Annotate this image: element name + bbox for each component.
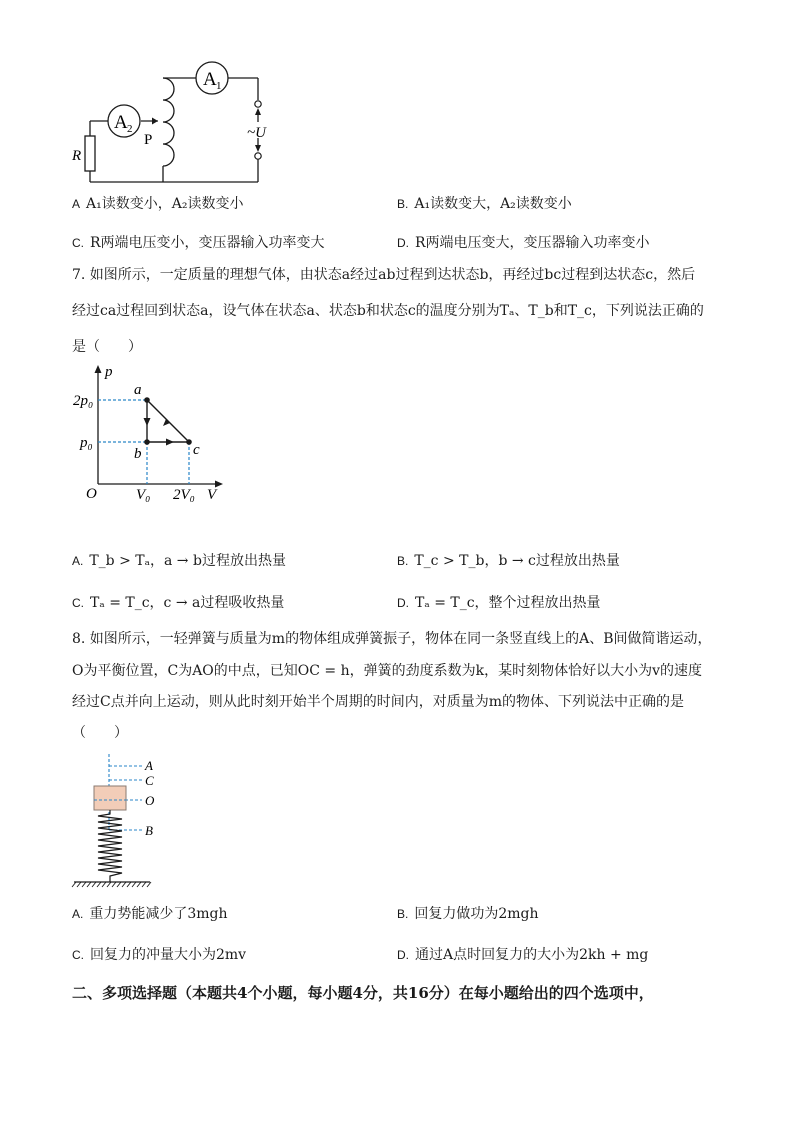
label-b: B [145, 823, 153, 838]
q7-option-b[interactable] [397, 551, 620, 571]
y-axis-label: p [105, 364, 113, 380]
q8-option-c[interactable] [72, 945, 246, 965]
spring [98, 810, 122, 882]
x-tick-v0: V₀ [136, 487, 151, 503]
x-axis-arrow-icon [215, 481, 223, 488]
option-label: A [72, 197, 81, 211]
option-label: B. [397, 197, 409, 211]
q6-option-c[interactable] [72, 233, 325, 253]
arrow-ab-icon [144, 418, 151, 426]
point-c-label: c [193, 442, 200, 458]
option-label: C. [72, 596, 84, 610]
resistor [85, 136, 95, 171]
y-tick-2p0: 2p₀ [73, 393, 94, 409]
option-text: R两端电压变小，变压器输入功率变大 [90, 235, 325, 251]
option-text: R两端电压变大，变压器输入功率变小 [415, 235, 650, 251]
option-label: D. [397, 236, 409, 250]
terminal-top [255, 101, 261, 107]
point-c [186, 439, 192, 445]
ammeter-a2-sub: 2 [127, 123, 133, 135]
q8-stem-line-3: 经过C点并向上运动，则从此时刻开始半个周期的时间内，对质量为m的物体、下列说法中正确的是 [72, 694, 684, 710]
option-label: D. [397, 948, 409, 962]
option-text: 通过A点时回复力的大小为2kh + mg [415, 947, 649, 963]
q8-option-a[interactable] [72, 904, 228, 924]
mass-block [94, 786, 126, 810]
option-text: A₁读数变大，A₂读数变小 [414, 196, 572, 212]
tap-arrow-icon [152, 118, 158, 125]
q8-stem-line-1: 8. 如图所示，一轻弹簧与质量为m的物体组成弹簧振子，物体在同一条竖直线上的A、B间做简谐运动， [72, 631, 712, 647]
q7-stem-line-2: 经过ca过程回到状态a，设气体在状态a、状态b和状态c的温度分别为Tₐ、T_b和T_c，下列说法正确的 [72, 303, 704, 319]
option-label: A. [72, 554, 84, 568]
arrow-up-icon [255, 108, 261, 115]
q8-option-d[interactable] [397, 945, 648, 965]
q6-option-a[interactable] [72, 194, 243, 214]
option-label: A. [72, 907, 84, 921]
arrow-ca-icon [163, 419, 170, 426]
ammeter-a2-label: A [114, 112, 128, 133]
q7-stem-line-1: 7. 如图所示，一定质量的理想气体，由状态a经过ab过程到达状态b，再经过bc过程到达状态c，然后 [72, 267, 696, 283]
transformer-circuit-figure [70, 58, 270, 188]
option-text: 重力势能减少了3mgh [89, 906, 228, 922]
x-tick-2v0: 2V₀ [173, 487, 195, 503]
label-c: C [145, 773, 154, 788]
point-b [144, 439, 150, 445]
ammeter-a1-sub: 1 [216, 80, 222, 92]
q7-stem-line-3: 是（ ） [72, 339, 142, 355]
y-axis-arrow-icon [95, 365, 102, 373]
q7-option-c[interactable] [72, 593, 284, 613]
spring-oscillator-figure [70, 752, 170, 890]
option-label: B. [397, 554, 409, 568]
resistor-label: R [72, 148, 82, 164]
option-text: T_c > T_b，b → c过程放出热量 [414, 553, 620, 569]
option-text: 回复力做功为2mgh [414, 906, 539, 922]
pv-graph [70, 362, 230, 504]
point-a [144, 397, 150, 403]
option-text: A₁读数变小，A₂读数变小 [86, 196, 244, 212]
tap-label: P [144, 132, 153, 148]
label-o: O [145, 793, 155, 808]
option-text: 回复力的冲量大小为2mv [90, 947, 247, 963]
arrow-down-icon [255, 145, 261, 152]
q7-option-a[interactable] [72, 551, 286, 571]
y-tick-p0: p₀ [80, 435, 93, 451]
origin-label: O [86, 486, 97, 502]
section-2-heading: 二、多项选择题（本题共4个小题，每小题4分，共16分）在每小题给出的四个选项中， [72, 984, 654, 1002]
option-label: C. [72, 236, 84, 250]
x-axis-label: V [207, 487, 217, 503]
option-text: Tₐ = T_c，c → a过程吸收热量 [90, 595, 285, 611]
label-a: A [145, 758, 153, 773]
ammeter-a1-label: A [203, 69, 217, 90]
q7-option-d[interactable] [397, 593, 601, 613]
q8-option-b[interactable] [397, 904, 539, 924]
q8-stem-line-4: （ ） [72, 725, 128, 741]
option-label: C. [72, 948, 84, 962]
point-a-label: a [134, 382, 142, 398]
option-text: Tₐ = T_c，整个过程放出热量 [415, 595, 601, 611]
option-label: B. [397, 907, 409, 921]
q8-stem-line-2: O为平衡位置，C为AO的中点，已知OC = h，弹簧的劲度系数为k，某时刻物体恰好以大小为v的速度 [72, 663, 703, 679]
q6-option-d[interactable] [397, 233, 650, 253]
point-b-label: b [134, 446, 142, 462]
option-label: D. [397, 596, 409, 610]
source-label: ~U [247, 125, 266, 141]
q6-option-b[interactable] [397, 194, 572, 214]
arrow-bc-icon [166, 439, 174, 446]
terminal-bottom [255, 153, 261, 159]
option-text: T_b > Tₐ，a → b过程放出热量 [89, 553, 286, 569]
